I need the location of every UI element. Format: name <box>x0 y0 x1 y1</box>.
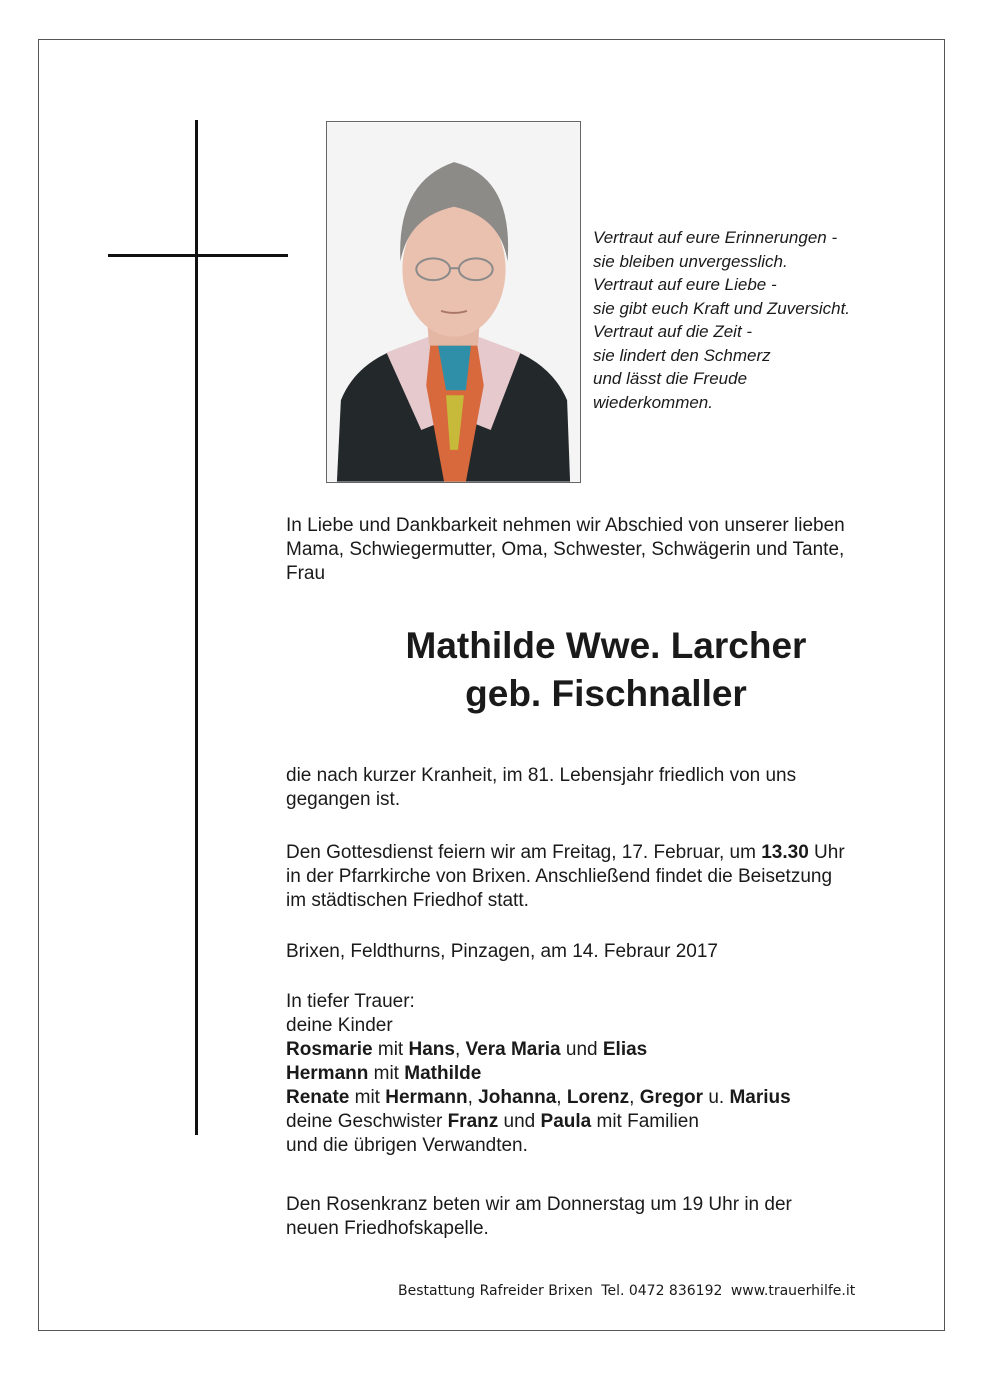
connector: deine Geschwister <box>286 1111 448 1132</box>
mourner-row <box>286 1038 791 1062</box>
connector: , <box>467 1087 479 1108</box>
footer-company: Bestattung Rafreider Brixen <box>398 1283 593 1299</box>
service-text: Uhr <box>808 842 845 863</box>
mourner-name: Hermann <box>286 1063 369 1084</box>
service-text: Den Gottesdienst feiern wir am Freitag, 17. Februar, um <box>286 842 762 863</box>
poem-line: Vertraut auf eure Erinnerungen - <box>593 228 838 247</box>
footer-phone: Tel. 0472 836192 <box>601 1283 723 1299</box>
poem-line: wiederkommen. <box>593 392 713 412</box>
mourner-name: Gregor <box>639 1087 704 1108</box>
connector: mit <box>368 1063 405 1084</box>
intro-line: Frau <box>286 563 326 584</box>
mourner-name: Renate <box>286 1087 350 1108</box>
maiden-name: geb. Fischnaller <box>465 673 747 714</box>
poem-line: sie gibt euch Kraft und Zuversicht. <box>593 298 851 318</box>
deceased-name: Mathilde Wwe. Larcher <box>405 625 807 666</box>
mourner-name: Johanna <box>478 1087 557 1108</box>
mourner-row <box>286 1110 791 1134</box>
death-paragraph <box>286 764 796 812</box>
poem-line: sie bleiben unvergesslich. <box>593 251 788 271</box>
children-label: deine Kinder <box>286 1015 393 1036</box>
poem-line: und lässt die Freude <box>593 369 748 388</box>
poem-line: Vertraut auf eure Liebe - <box>593 275 777 294</box>
mourner-row <box>286 1086 791 1110</box>
service-line-2: in der Pfarrkirche von Brixen. Anschließend findet die Beisetzung <box>286 866 833 887</box>
connector: , <box>556 1087 567 1108</box>
mourner-row: und die übrigen Verwandten. <box>286 1135 528 1156</box>
funeral-home-footer <box>398 1283 859 1299</box>
mourner-row <box>286 1062 791 1086</box>
service-line-3: im städtischen Friedhof statt. <box>286 890 529 911</box>
intro-line: In Liebe und Dankbarkeit nehmen wir Abschied von unserer lieben <box>286 515 845 536</box>
service-time: 13.30 <box>761 842 809 863</box>
connector: mit Familien <box>591 1111 699 1132</box>
service-line-1 <box>286 841 845 865</box>
mourner-name: Marius <box>729 1087 791 1108</box>
mourner-name: Hermann <box>385 1087 468 1108</box>
connector: mit <box>372 1039 409 1060</box>
intro-line: Mama, Schwiegermutter, Oma, Schwester, Schwägerin und Tante, <box>286 539 845 560</box>
mourner-name: Paula <box>540 1111 592 1132</box>
mourner-name: Vera Maria <box>465 1039 561 1060</box>
connector: mit <box>349 1087 386 1108</box>
memorial-poem <box>593 226 923 414</box>
portrait-photo <box>326 121 581 483</box>
mourner-name: Rosmarie <box>286 1039 373 1060</box>
connector: , <box>629 1087 640 1108</box>
death-line: die nach kurzer Kranheit, im 81. Lebensjahr friedlich von uns <box>286 765 797 786</box>
connector: , <box>454 1039 466 1060</box>
rosary-paragraph <box>286 1193 792 1241</box>
poem-line: sie lindert den Schmerz <box>593 345 771 365</box>
connector: u. <box>703 1087 730 1108</box>
mourner-name: Elias <box>602 1039 648 1060</box>
connector: und <box>560 1039 603 1060</box>
death-line: gegangen ist. <box>286 789 401 810</box>
poem-line: Vertraut auf die Zeit - <box>593 322 753 341</box>
mourners-heading: In tiefer Trauer: <box>286 991 415 1012</box>
connector: und <box>498 1111 541 1132</box>
mourner-name: Lorenz <box>566 1087 630 1108</box>
cross-horizontal-bar <box>108 254 288 257</box>
mourner-name: Hans <box>408 1039 455 1060</box>
service-paragraph <box>286 841 845 913</box>
rosary-line: neuen Friedhofskapelle. <box>286 1218 489 1239</box>
rosary-line: Den Rosenkranz beten wir am Donnerstag um 19 Uhr in der <box>286 1194 792 1215</box>
intro-paragraph <box>286 514 845 586</box>
mourner-name: Franz <box>447 1111 499 1132</box>
mourner-name: Mathilde <box>404 1063 482 1084</box>
mourners-list <box>286 990 791 1158</box>
place-date: Brixen, Feldthurns, Pinzagen, am 14. Febraur 2017 <box>286 941 718 962</box>
footer-website[interactable]: www.trauerhilfe.it <box>730 1283 856 1299</box>
cross-vertical-bar <box>195 120 198 1135</box>
